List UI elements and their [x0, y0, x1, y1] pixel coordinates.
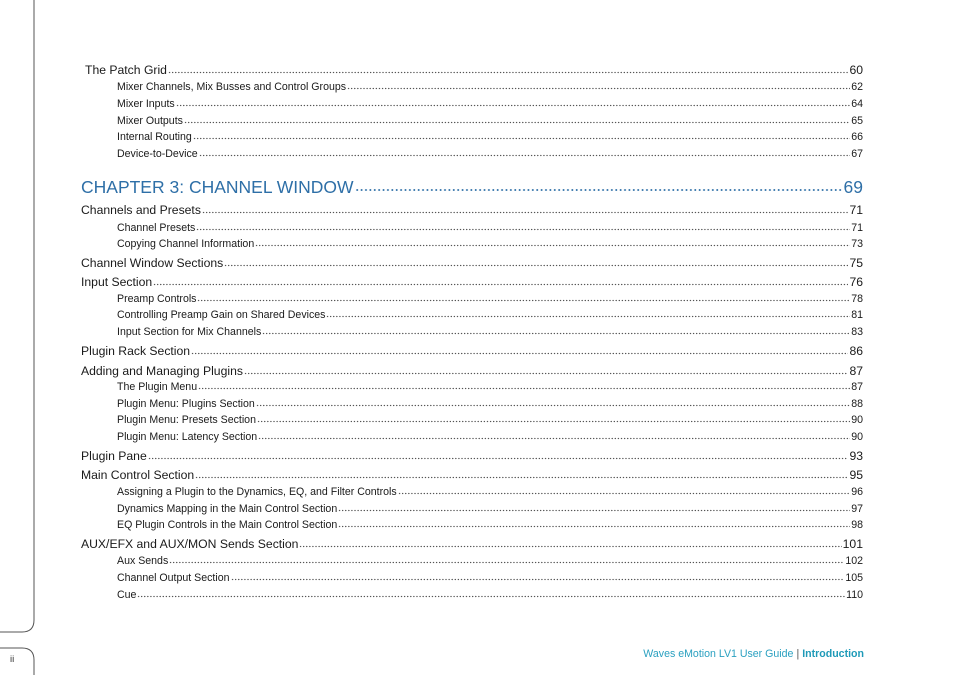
toc-entry-title: Channels and Presets — [81, 203, 201, 217]
toc-entry[interactable] — [117, 114, 863, 128]
toc-entry-title: Internal Routing — [117, 130, 192, 143]
toc-entry[interactable] — [81, 468, 863, 484]
toc-entry[interactable] — [81, 364, 863, 380]
toc-entry[interactable] — [85, 63, 863, 79]
dot-leader — [338, 503, 850, 513]
toc-entry[interactable] — [117, 237, 863, 251]
toc-entry-title: Adding and Managing Plugins — [81, 364, 243, 378]
toc-entry[interactable] — [117, 221, 863, 235]
toc-entry-page: 102 — [845, 554, 863, 567]
toc-entry[interactable] — [81, 203, 863, 219]
dot-leader — [244, 365, 848, 376]
toc-entry-title: Preamp Controls — [117, 292, 197, 305]
toc-entry[interactable] — [117, 97, 863, 111]
toc-chapter-page: 69 — [843, 177, 863, 197]
toc-entry[interactable] — [117, 485, 863, 499]
dot-leader — [168, 64, 848, 75]
toc-entry[interactable] — [117, 80, 863, 94]
toc-entry-page: 78 — [851, 292, 863, 305]
dot-leader — [202, 204, 849, 215]
dot-leader — [153, 276, 848, 287]
dot-leader — [256, 398, 850, 408]
toc-entry[interactable] — [117, 571, 863, 585]
toc-entry-title: AUX/EFX and AUX/MON Sends Section — [81, 537, 299, 551]
toc-entry[interactable] — [81, 449, 863, 465]
dot-leader — [191, 345, 848, 356]
toc-entry-page: 73 — [851, 237, 863, 250]
toc-entry[interactable] — [117, 325, 863, 339]
toc-entry-title: Controlling Preamp Gain on Shared Devices — [117, 308, 326, 321]
toc-entry[interactable] — [117, 430, 863, 444]
toc-entry-page: 93 — [849, 449, 863, 463]
toc-entry[interactable] — [117, 308, 863, 322]
footer-section-title: Introduction — [802, 648, 864, 660]
toc-chapter-title: CHAPTER 3: CHANNEL WINDOW — [81, 177, 354, 197]
toc-entry-page: 62 — [851, 80, 863, 93]
dot-leader — [398, 486, 851, 496]
toc-entry-title: The Patch Grid — [85, 63, 167, 77]
toc-entry-title: Channel Output Section — [117, 571, 230, 584]
toc-entry-title: Channel Window Sections — [81, 256, 224, 270]
toc-entry-title: Plugin Pane — [81, 449, 147, 463]
toc-entry-page: 66 — [851, 130, 863, 143]
toc-entry-title: Device-to-Device — [117, 147, 198, 160]
dot-leader — [347, 81, 850, 91]
toc-entry[interactable] — [117, 130, 863, 144]
toc-entry-page: 65 — [851, 114, 863, 127]
toc-entry-page: 88 — [851, 397, 863, 410]
toc-entry-page: 71 — [849, 203, 863, 217]
toc-entry[interactable] — [117, 518, 863, 532]
toc-entry[interactable] — [81, 275, 863, 291]
toc-entry[interactable] — [117, 292, 863, 306]
toc-entry[interactable] — [117, 502, 863, 516]
dot-leader — [199, 148, 851, 158]
toc-entry-page: 90 — [851, 413, 863, 426]
toc-entry-page: 95 — [849, 468, 863, 482]
toc-entry[interactable] — [81, 537, 863, 553]
toc-entry-title: Plugin Rack Section — [81, 344, 191, 358]
dot-leader — [184, 115, 850, 125]
toc-entry-title: Dynamics Mapping in the Main Control Section — [117, 502, 338, 515]
toc-entry-title: Plugin Menu: Presets Section — [117, 413, 256, 426]
toc-entry-page: 81 — [851, 308, 863, 321]
toc-entry-page: 71 — [851, 221, 863, 234]
toc-entry[interactable] — [81, 256, 863, 272]
dot-leader — [299, 538, 841, 549]
toc-entry[interactable] — [117, 413, 863, 427]
toc-entry-title: Assigning a Plugin to the Dynamics, EQ, and Filter Controls — [117, 485, 397, 498]
toc-chapter-heading[interactable] — [81, 177, 863, 199]
dot-leader — [176, 98, 851, 108]
toc-entry-title: Plugin Menu: Plugins Section — [117, 397, 255, 410]
toc-entry-title: The Plugin Menu — [117, 380, 198, 393]
toc-entry-title: Plugin Menu: Latency Section — [117, 430, 258, 443]
footer-separator: | — [796, 648, 800, 660]
toc-entry-title: EQ Plugin Controls in the Main Control Section — [117, 518, 338, 531]
toc-entry-page: 75 — [849, 256, 863, 270]
toc-entry-page: 76 — [849, 275, 863, 289]
dot-leader — [198, 381, 850, 391]
dot-leader — [169, 555, 844, 565]
toc-entry-page: 86 — [849, 344, 863, 358]
toc-entry-title: Mixer Channels, Mix Busses and Control Groups — [117, 80, 347, 93]
toc-entry-page: 67 — [851, 147, 863, 160]
toc-entry-title: Copying Channel Information — [117, 237, 255, 250]
page-edge-line-bottom — [0, 644, 40, 675]
toc-entry-title: Mixer Outputs — [117, 114, 183, 127]
dot-leader — [195, 469, 848, 480]
dot-leader — [326, 309, 850, 319]
toc-entry-page: 87 — [851, 380, 863, 393]
dot-leader — [137, 589, 845, 599]
toc-entry[interactable] — [117, 554, 863, 568]
footer-guide-title: Waves eMotion LV1 User Guide — [643, 648, 794, 660]
toc-entry[interactable] — [81, 344, 863, 360]
dot-leader — [338, 519, 850, 529]
page-number: ii — [10, 654, 15, 665]
toc-entry-page: 110 — [846, 588, 863, 601]
toc-entry-page: 90 — [851, 430, 863, 443]
toc-entry-title: Cue — [117, 588, 137, 601]
toc-entry-page: 87 — [849, 364, 863, 378]
toc-entry-title: Aux Sends — [117, 554, 169, 567]
dot-leader — [193, 131, 850, 141]
toc-entry-page: 64 — [851, 97, 863, 110]
dot-leader — [148, 450, 849, 461]
toc-entry-title: Mixer Inputs — [117, 97, 175, 110]
dot-leader — [262, 326, 850, 336]
toc-entry-title: Input Section for Mix Channels — [117, 325, 262, 338]
toc-entry-title: Channel Presets — [117, 221, 196, 234]
toc-entry-page: 83 — [851, 325, 863, 338]
dot-leader — [224, 257, 848, 268]
dot-leader — [257, 414, 850, 424]
dot-leader — [258, 431, 850, 441]
dot-leader — [197, 293, 850, 303]
dot-leader — [196, 222, 850, 232]
toc-entry[interactable] — [117, 147, 863, 161]
dot-leader — [355, 178, 843, 194]
toc-entry-page: 97 — [851, 502, 863, 515]
toc-entry[interactable] — [117, 380, 863, 394]
dot-leader — [255, 238, 850, 248]
dot-leader — [231, 572, 845, 582]
toc-entry-page: 60 — [849, 63, 863, 77]
toc-entry-title: Main Control Section — [81, 468, 195, 482]
toc-entry[interactable] — [117, 397, 863, 411]
toc-entry-page: 98 — [851, 518, 863, 531]
page-footer — [643, 648, 864, 660]
toc-entry-title: Input Section — [81, 275, 153, 289]
toc-entry[interactable] — [117, 588, 863, 602]
toc-entry-page: 101 — [842, 537, 863, 551]
toc-entry-page: 105 — [845, 571, 863, 584]
toc-entry-page: 96 — [851, 485, 863, 498]
